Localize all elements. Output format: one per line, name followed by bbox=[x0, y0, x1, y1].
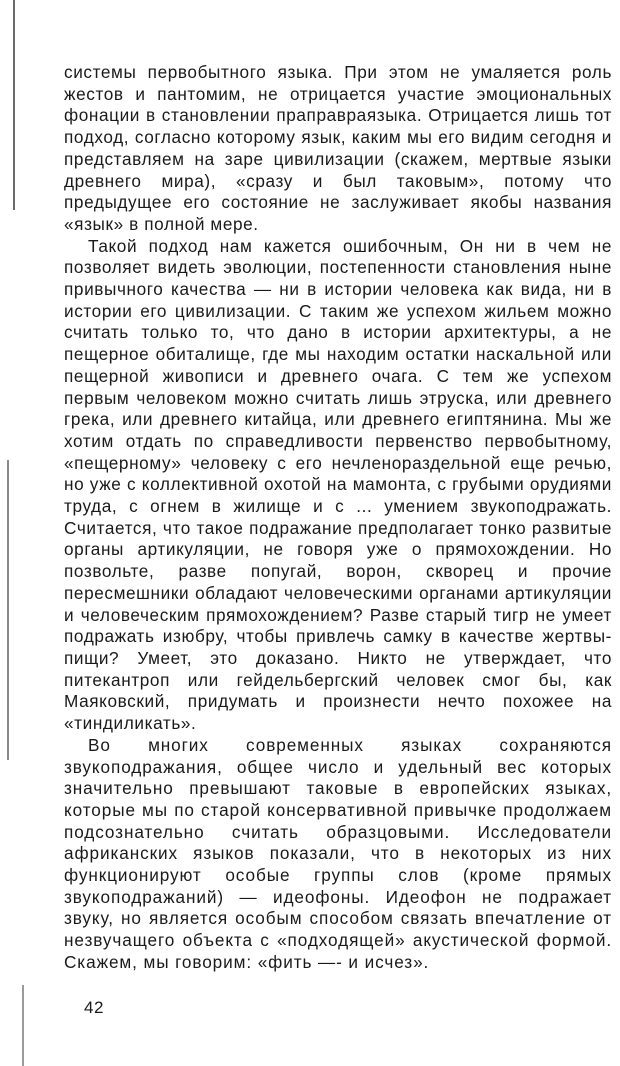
scan-margin-line bbox=[13, 0, 15, 210]
page-number: 42 bbox=[84, 998, 104, 1017]
paragraph-1: системы первобытного языка. При этом не умаляется роль жестов и пантомим, не отрицается участие эмоциональных фонации в становлении праправраязыка. Отрицается лишь тот подход, согласно которому язык, каким мы его видим сегодня и представляем на заре цивилизации (скажем, мертвые языки древнего мира), «сразу и был таковым», потому что предыдущее его состояние не заслуживает якобы названия «язык» в полной мере. bbox=[64, 62, 612, 234]
paragraph-3: Во многих современных языках сохраняются звукоподражания, общее число и удельный вес которых значительно превышают таковые в европейских языках, которые мы по старой консервативной привычке продолжаем подсознательно считать образцовыми. Исследователи африканских языков показали, что в некоторых из них функционируют особые группы слов (кроме прямых звукоподражаний) — идеофоны. Идеофон не подражает звуку, но является особым способом связать впечатление от незвучащего объекта с «подходящей» акустической формой. Скажем, мы говорим: «фить —- и исчез». bbox=[64, 734, 612, 972]
scan-margin-line bbox=[22, 985, 24, 1066]
scan-margin-line bbox=[7, 460, 9, 760]
body-text bbox=[64, 62, 612, 974]
paragraph-2: Такой подход нам кажется ошибочным, Он ни в чем не позволяет видеть эволюции, постепенности становления ныне привычного качества — ни в истории человека как вида, ни в истории его цивилизации. С таким же успехом жильем можно считать только то, что дано в истории архитектуры, а не пещерное обиталище, где мы находим остатки наскальной или пещерной живописи и древнего очага. С тем же успехом первым человеком можно считать лишь этруска, или древнего грека, или древнего китайца, или древнего египтянина. Мы же хотим отдать по справедливости первенство первобытному, «пещерному» человеку с его нечленораздельной еще речью, но уже с коллективной охотой на мамонта, с грубыми орудиями труда, с огнем в жилище и с ... умением звукоподражать. Считается, что такое подражание предполагает тонко развитые органы артикуляции, не говоря уже о прямохождении. Но позвольте, разве попугай, ворон, скворец и прочие пересмешники обладают человеческими органами артикуляции и человеческим прямохождением? Разве старый тигр не умеет подражать изюбру, чтобы привлечь самку в качестве жертвы-пищи? Умеет, это доказано. Никто не утверждает, что питекантроп или гейдельбергский человек смог бы, как Маяковский, придумать и произнести нечто похожее на «тиндиликать». bbox=[64, 235, 612, 734]
